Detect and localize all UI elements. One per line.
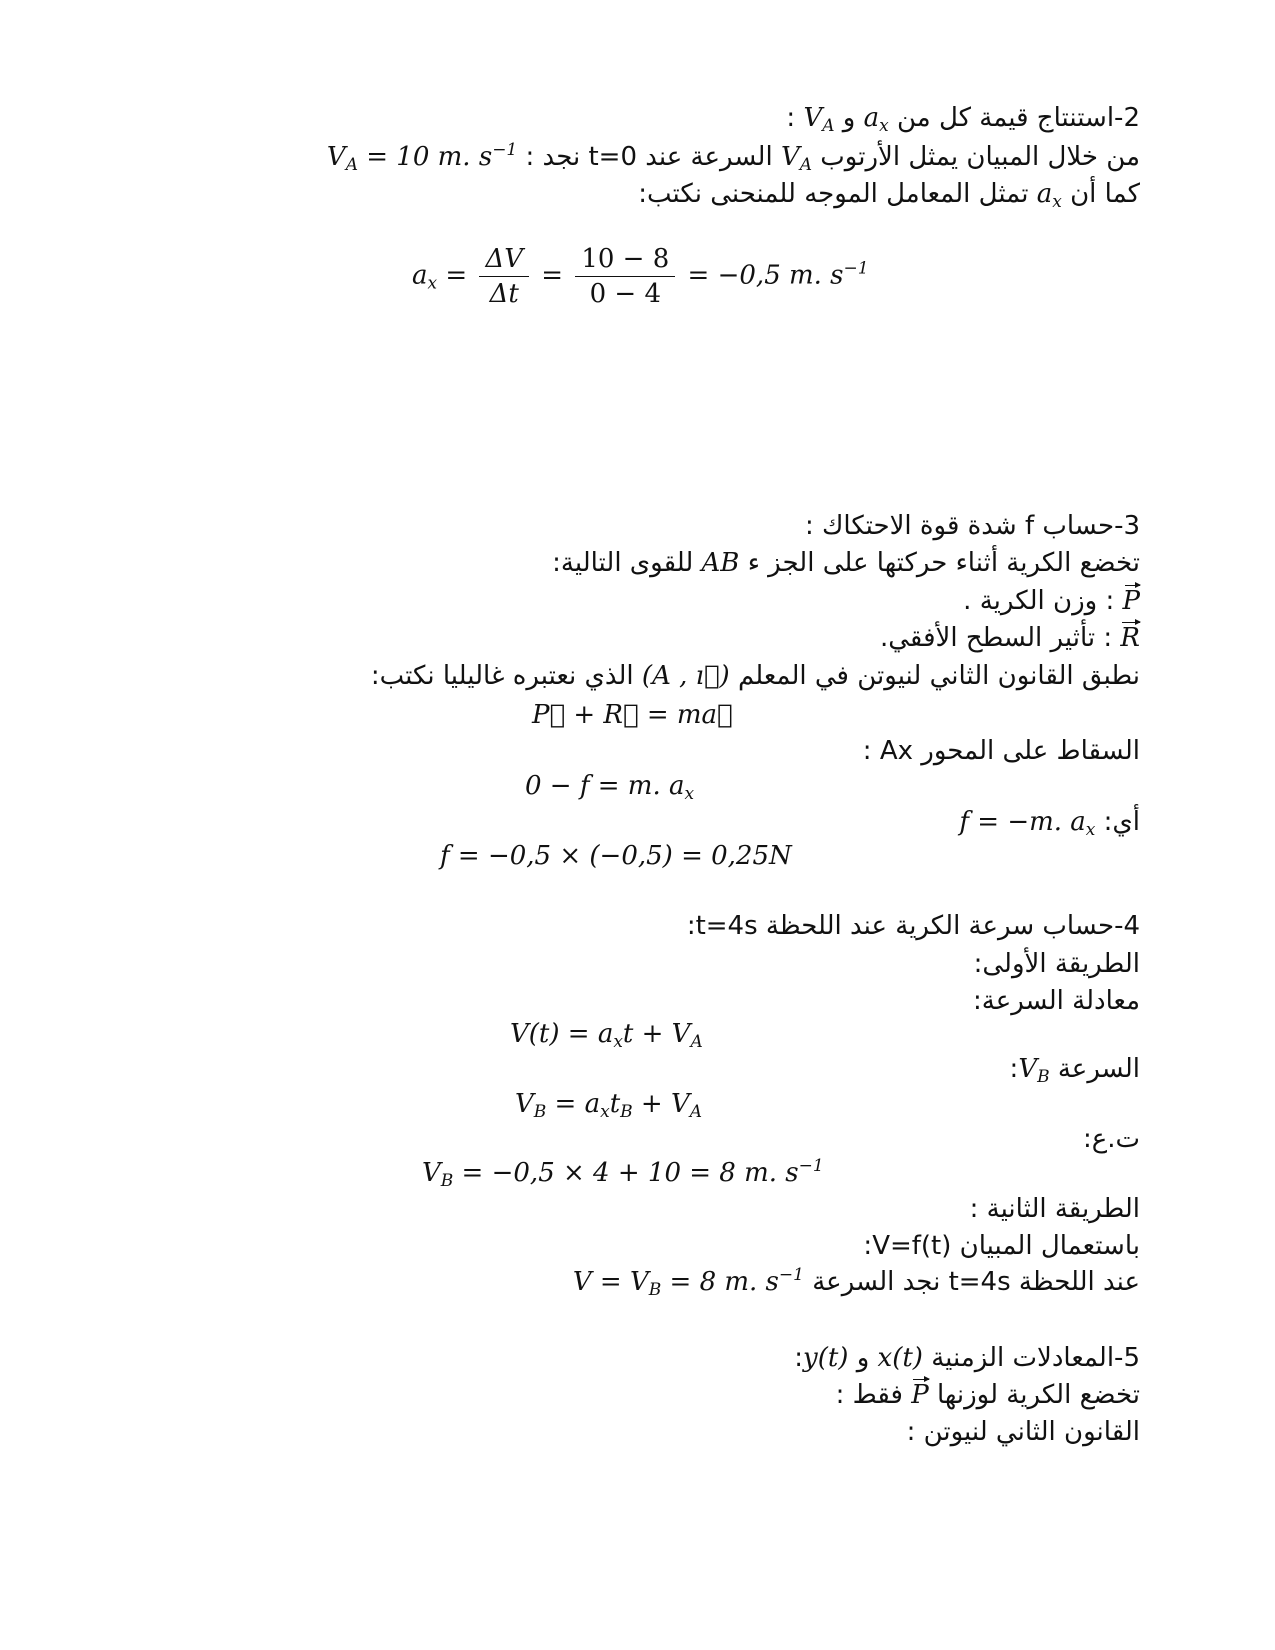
- s4-using-graph: باستعمال المبيان V=f(t):: [863, 1231, 1140, 1261]
- vb-value: $V_B = -0,5 \times 4 + 10 = 8$ m. $s^{-1}$: [422, 1156, 824, 1191]
- s4-vb-label: السرعة $V_B$:: [1009, 1054, 1140, 1087]
- ax-fraction-equation: $a_x$ = $\frac{\Delta V}{\Delta t}$ = $\frac{10 - 8}{0 - 4}$ = −0,5 m. $s^{-1}$: [412, 244, 869, 309]
- s4-speed-equation-label: معادلة السرعة:: [973, 986, 1140, 1016]
- s3-ie-line: أي: f = −m. $a_x$: [959, 807, 1140, 840]
- numeric-fraction: $\frac{10 - 8}{0 - 4}$: [575, 242, 675, 311]
- s5-newton-law: القانون الثاني لنيوتن :: [906, 1417, 1140, 1447]
- vector-equation: P⃗ + R⃗ = ma⃗: [532, 700, 733, 730]
- s3-projection: السقاط على المحور Ax :: [862, 736, 1140, 766]
- s4-method1: الطريقة الأولى:: [973, 949, 1140, 979]
- s3-title: 3-حساب f شدة قوة الاحتكاك :: [804, 511, 1140, 541]
- s2-line-ax: كما أن $a_x$ تمثل المعامل الموجه للمنحنى نكتب:: [638, 179, 1140, 212]
- friction-value: f = −0,5 × (−0,5) = 0,25N: [440, 841, 792, 871]
- s5-title: 5-المعادلات الزمنية x(t) و y(t):: [794, 1343, 1140, 1373]
- delta-fraction: $\frac{\Delta V}{\Delta t}$: [479, 242, 529, 311]
- s5-weight-only: تخضع الكرية لوزنها P فقط :: [836, 1377, 1140, 1413]
- s2-title: 2-استنتاج قيمة كل من $a_x$ و $V_A$ :: [786, 103, 1140, 136]
- s2-line-va: من خلال المبيان يمثل الأرتوب $V_A$ السرعة عند t=0 نجد : $V_A = 10$ m. $s^{-1}$: [326, 140, 1140, 175]
- vb-equation: $V_B = a_xt_B + V_A$: [515, 1089, 703, 1122]
- s3-forces-intro: تخضع الكرية أثناء حركتها على الجز ء AB للقوى التالية:: [552, 548, 1140, 578]
- s4-at-t4: عند اللحظة t=4s نجد السرعة $V = V_B = 8$ m. $s^{-1}$: [572, 1265, 1140, 1300]
- s3-reaction: R : تأثير السطح الأفقي.: [880, 620, 1140, 656]
- s3-weight: P : وزن الكرية .: [963, 583, 1140, 619]
- s4-numerical-application: ت.ع:: [1082, 1124, 1140, 1154]
- s3-newton-law: نطبق القانون الثاني لنيوتن في المعلم (A , ı⃗) الذي نعتبره غاليليا نكتب:: [370, 661, 1140, 691]
- s4-method2: الطريقة الثانية :: [969, 1194, 1140, 1224]
- projection-equation: 0 − f = m. $a_x$: [525, 771, 695, 804]
- s4-title: 4-حساب سرعة الكرية عند اللحظة t=4s:: [686, 911, 1140, 941]
- velocity-equation: $V(t) = a_xt + V_A$: [510, 1019, 703, 1052]
